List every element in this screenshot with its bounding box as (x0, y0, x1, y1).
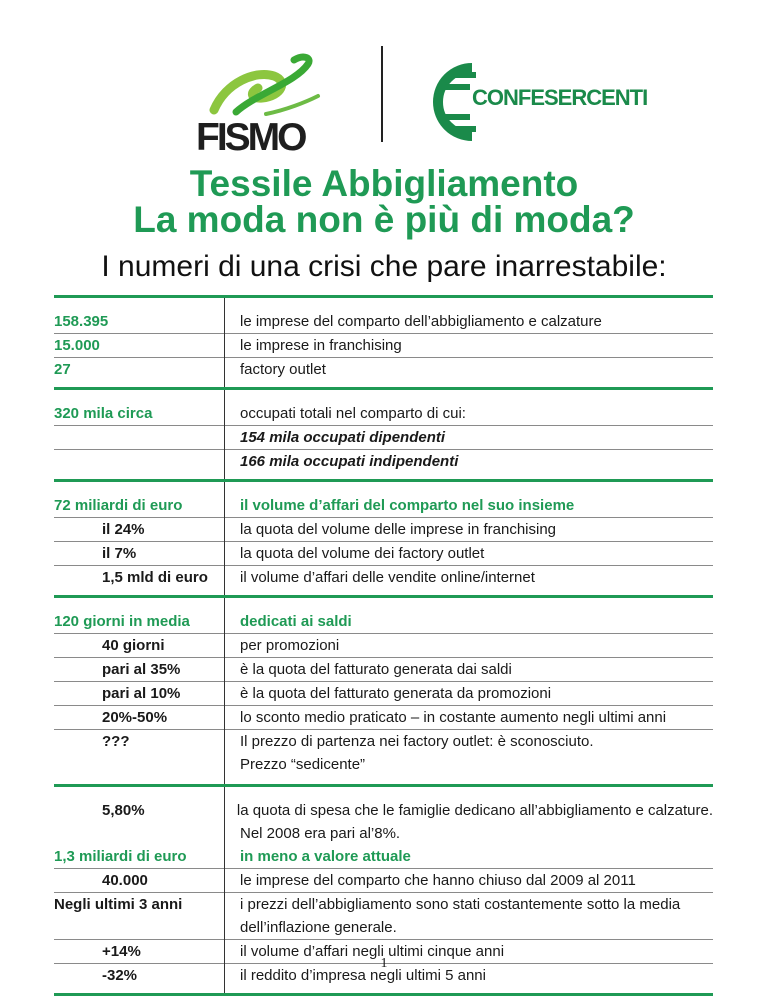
table-row: -32% il reddito d’impresa negli ultimi 5 anni (102, 967, 486, 984)
table-row: 1,5 mld di euro il volume d’affari delle vendite online/internet (102, 569, 535, 586)
confesercenti-wordmark: CONFESERCENTI (472, 85, 648, 110)
table-row: 1,3 miliardi di euro in meno a valore attuale (54, 845, 713, 869)
table-row: 158.395 le imprese del comparto dell’abbigliamento e calzature (54, 310, 713, 334)
table-row: 15.000 le imprese in franchising (54, 334, 713, 358)
table-row: il 7% la quota del volume dei factory outlet (54, 542, 713, 566)
fismo-wordmark: FISMO (196, 116, 305, 159)
fismo-swirl-icon (196, 52, 346, 122)
title-line-2: La moda non è più di moda? (133, 199, 635, 240)
table-row: 27 factory outlet (54, 361, 326, 378)
table-row: Nel 2008 era pari al’8%. (240, 825, 401, 842)
table-row: 5,80% la quota di spesa che le famiglie dedicano all’abbigliamento e calzature. (102, 802, 713, 819)
table-row: 40.000 le imprese del comparto che hanno chiuso dal 2009 al 2011 (54, 869, 713, 893)
confesercenti-logo (432, 62, 648, 142)
table-row: ??? Il prezzo di partenza nei factory outlet: è sconosciuto. (102, 733, 594, 750)
table-row: 320 mila circa occupati totali nel comparto di cui: (54, 402, 713, 426)
page-number: 1 (380, 956, 388, 971)
table-row: Prezzo “sedicente” (240, 756, 366, 773)
group-volume (54, 482, 713, 595)
subtitle: I numeri di una crisi che pare inarrestabile: (101, 250, 667, 283)
table-row: pari al 35% è la quota del fatturato generata dai saldi (54, 658, 713, 682)
header-logos (0, 40, 768, 159)
table-row: 166 mila occupati indipendenti (240, 453, 459, 470)
table-row: 20%-50% lo sconto medio praticato – in costante aumento negli ultimi anni (54, 706, 713, 730)
title-line-1: Tessile Abbigliamento (189, 163, 579, 204)
table-row: Negli ultimi 3 anni i prezzi dell’abbigliamento sono stati costantemente sotto la media (54, 896, 681, 913)
fismo-logo (196, 52, 346, 159)
table-row: dell’inflazione generale. (54, 916, 713, 940)
table-row: 154 mila occupati dipendenti (54, 426, 713, 450)
group-occupati (54, 390, 713, 479)
data-table (54, 295, 713, 996)
table-row: pari al 10% è la quota del fatturato generata da promozioni (54, 682, 713, 706)
group-imprese (54, 298, 713, 387)
table-row: 40 giorni per promozioni (54, 634, 713, 658)
table-row: il 24% la quota del volume delle imprese in franchising (54, 518, 713, 542)
table-row: 72 miliardi di euro il volume d’affari del comparto nel suo insieme (54, 494, 713, 518)
group-saldi (54, 598, 713, 784)
table-row: 120 giorni in media dedicati ai saldi (54, 610, 713, 634)
logo-divider (381, 46, 383, 142)
table-row: +14% il volume d’affari negli ultimi cinque anni (54, 940, 713, 964)
